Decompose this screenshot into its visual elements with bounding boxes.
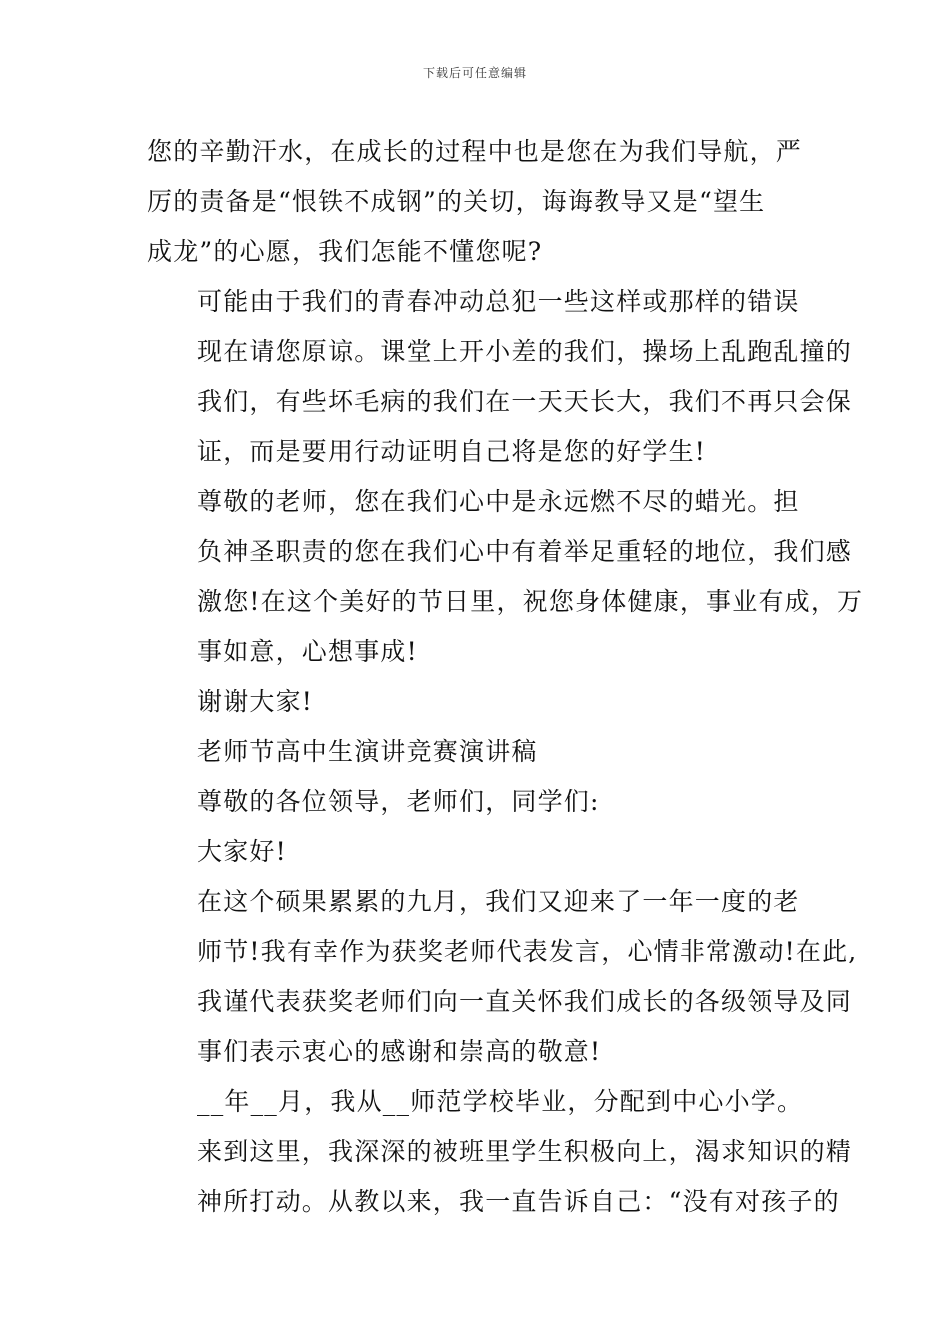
paragraph	[147, 1077, 853, 1227]
text-line: 尊敬的老师，您在我们心中是永远燃不尽的蜡光。担	[197, 487, 800, 516]
text-line: 我谨代表获奖老师们向一直关怀我们成长的各级领导及同	[197, 987, 853, 1016]
text-line: 厉的责备是“恨铁不成钢”的关切，诲诲教导又是“望生	[147, 187, 766, 216]
text-line: 事如意，心想事成!	[197, 637, 418, 666]
text-line: 在这个硕果累累的九月，我们又迎来了一年一度的老	[197, 887, 800, 916]
text-line: 尊敬的各位领导，老师们，同学们:	[197, 787, 600, 816]
text-line: 激您!在这个美好的节日里，祝您身体健康，事业有成，万	[197, 587, 864, 616]
paragraph	[147, 827, 812, 877]
paragraph	[147, 127, 812, 277]
text-line: 负神圣职责的您在我们心中有着举足重轻的地位，我们感	[197, 537, 853, 566]
document-body	[147, 127, 864, 1227]
text-line: 来到这里，我深深的被班里学生积极向上，渴求知识的精	[197, 1137, 853, 1166]
paragraph	[147, 477, 864, 677]
paragraph	[147, 877, 858, 1077]
text-line: 可能由于我们的青春冲动总犯一些这样或那样的错误	[197, 287, 800, 316]
text-line: 现在请您原谅。课堂上开小差的我们，操场上乱跑乱撞的	[197, 337, 853, 366]
paragraph	[147, 677, 812, 727]
paragraph	[147, 727, 812, 777]
header-note: 下载后可任意编辑	[422, 66, 527, 80]
text-line: 您的辛勤汗水，在成长的过程中也是您在为我们导航，严	[147, 137, 803, 166]
paragraph	[147, 777, 812, 827]
text-line: __年__月，我从__师范学校毕业，分配到中心小学。	[197, 1087, 804, 1116]
text-line: 证，而是要用行动证明自己将是您的好学生!	[197, 437, 707, 466]
text-line: 我们，有些坏毛病的我们在一天天长大，我们不再只会保	[197, 387, 853, 416]
text-line: 师节!我有幸作为获奖老师代表发言，心情非常激动!在此,	[197, 937, 858, 966]
text-line: 大家好!	[197, 837, 287, 866]
text-line: 神所打动。从教以来，我一直告诉自己：“没有对孩子的	[197, 1187, 840, 1216]
text-line: 事们表示衷心的感谢和崇高的敬意!	[197, 1037, 602, 1066]
text-line: 成龙”的心愿，我们怎能不懂您呢?	[147, 237, 543, 266]
text-line: 老师节高中生演讲竞赛演讲稿	[197, 737, 538, 766]
paragraph	[147, 277, 853, 477]
text-line: 谢谢大家!	[197, 687, 314, 716]
